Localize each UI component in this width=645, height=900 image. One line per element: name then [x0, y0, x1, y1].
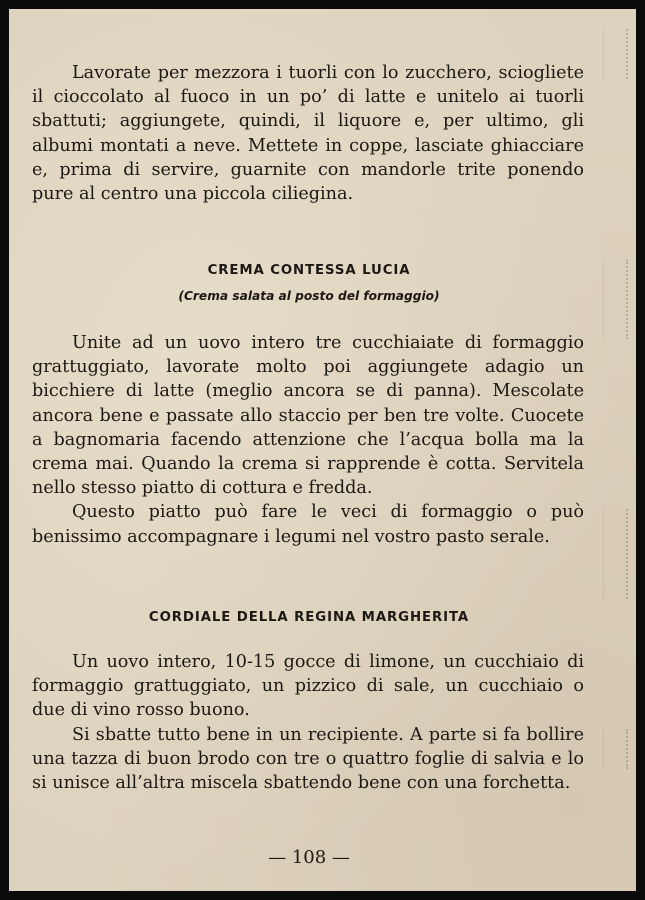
intro-paragraph: Lavorate per mezzora i tuorli con lo zucchero, sciogliete il cioccolato al fuoco in un po’ di latte e unitelo ai tuorli sbattuti; aggiungete, quindi, il liquore e, per ultimo, gli albumi montati a neve. Mettete in coppe, lasciate ghiacciare e, prima di servire, guarnite con mandorle trite ponendo pure al centro una piccola ciliegina.: [32, 63, 584, 205]
recipe-paragraph: Questo piatto può fare le veci di formaggio o può benissimo accompagnare i legumi nel vostro pasto serale.: [32, 502, 584, 547]
recipe-title: CORDIALE DELLA REGINA MARGHERITA: [148, 610, 470, 625]
page-number: — 108 —: [268, 847, 350, 868]
recipe-subtitle: (Crema salata al posto del formaggio): [178, 289, 440, 303]
show-through-marks: [603, 29, 628, 79]
recipe-paragraph: Unite ad un uovo intero tre cucchiaiate di formaggio grattuggiato, lavorate molto poi aggiungete adagio un bicchiere di latte (meglio ancora se di panna). Mescolate ancora bene e passate allo staccio per ben tre volte. Cuocete a bagnomaria facendo attenzione che l’acqua bolla ma la crema mai. Quando la crema si rapprende è cotta. Servitela nello stesso piatto di cottura e fredda.: [32, 333, 584, 499]
show-through-marks: [603, 729, 628, 769]
recipe-paragraph: Un uovo intero, 10-15 gocce di limone, un cucchiaio di formaggio grattuggiato, un pizzico di sale, un cucchiaio o due di vino rosso buono.: [32, 652, 584, 721]
recipe-body: [32, 331, 584, 549]
book-page: [9, 9, 636, 891]
recipe-body: [32, 650, 584, 795]
recipe-title: CREMA CONTESSA LUCIA: [207, 263, 411, 278]
recipe-paragraph: Si sbatte tutto bene in un recipiente. A parte si fa bollire una tazza di buon brodo con tre o quattro foglie di salvia e lo si unisce all’altra miscela sbattendo bene con una forchetta.: [32, 724, 584, 794]
show-through-marks: [603, 509, 628, 599]
intro-section: [32, 61, 584, 206]
